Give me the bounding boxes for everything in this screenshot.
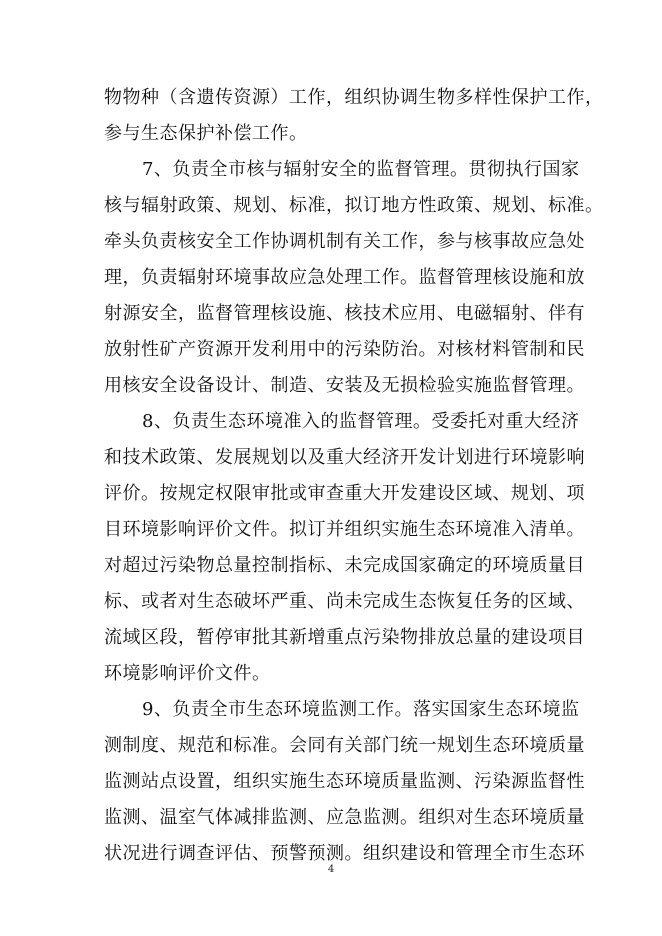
text-line: 参与生态保护补偿工作。	[104, 123, 308, 144]
text-line: 环境影响评价文件。	[104, 663, 271, 684]
text-line: 放射性矿产资源开发利用中的污染防治。对核材料管制和民	[104, 339, 585, 360]
text-line: 7、负责全市核与辐射安全的监督管理。贯彻执行国家	[142, 159, 580, 180]
text-line: 流域区段，暂停审批其新增重点污染物排放总量的建设项目	[104, 627, 585, 648]
text-line: 监测、温室气体减排监测、应急监测。组织对生态环境质量	[104, 807, 585, 828]
text-line: 9、负责全市生态环境监测工作。落实国家生态环境监	[142, 699, 580, 720]
text-line: 物物种（含遗传资源）工作，组织协调生物多样性保护工作，	[104, 87, 604, 108]
text-line: 理，负责辐射环境事故应急处理工作。监督管理核设施和放	[104, 267, 585, 288]
text-line: 状况进行调查评估、预警预测。组织建设和管理全市生态环	[104, 843, 585, 864]
text-line: 标、或者对生态破坏严重、尚未完成生态恢复任务的区域、	[104, 591, 585, 612]
text-line: 测制度、规范和标准。会同有关部门统一规划生态环境质量	[104, 735, 585, 756]
page-number: 4	[327, 864, 335, 875]
text-line: 对超过污染物总量控制指标、未完成国家确定的环境质量目	[104, 555, 585, 576]
text-line: 用核安全设备设计、制造、安装及无损检验实施监督管理。	[104, 375, 585, 396]
text-line: 核与辐射政策、规划、标准，拟订地方性政策、规划、标准。	[104, 195, 604, 216]
text-line: 评价。按规定权限审批或审查重大开发建设区域、规划、项	[104, 483, 585, 504]
text-line: 和技术政策、发展规划以及重大经济开发计划进行环境影响	[104, 447, 585, 468]
text-line: 目环境影响评价文件。拟订并组织实施生态环境准入清单。	[104, 519, 585, 540]
text-line: 射源安全，监督管理核设施、核技术应用、电磁辐射、伴有	[104, 303, 585, 324]
text-line: 监测站点设置，组织实施生态环境质量监测、污染源监督性	[104, 771, 585, 792]
body-text	[104, 80, 604, 872]
text-line: 8、负责生态环境准入的监督管理。受委托对重大经济	[142, 411, 580, 432]
text-line: 牵头负责核安全工作协调机制有关工作，参与核事故应急处	[104, 231, 585, 252]
